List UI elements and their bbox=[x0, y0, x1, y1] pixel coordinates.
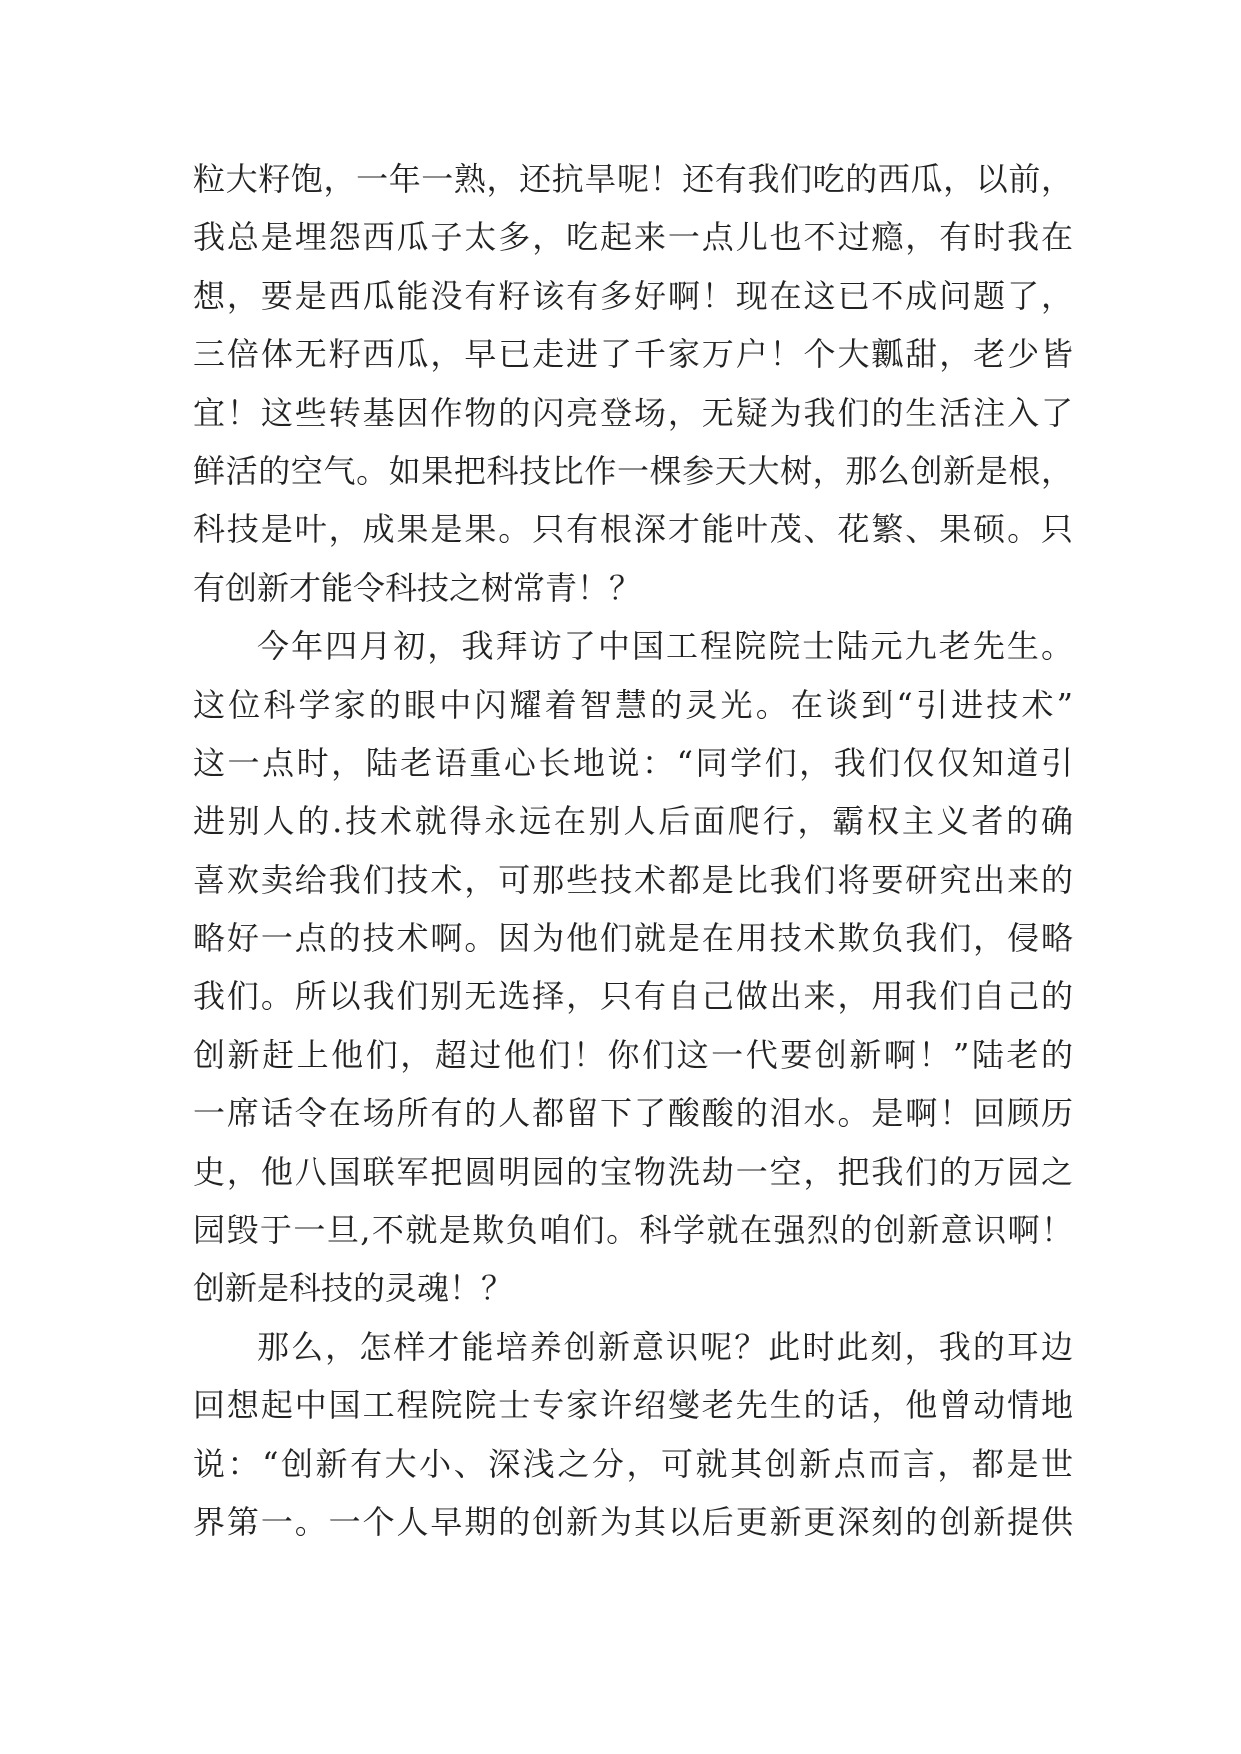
text-line: 界第一。一个人早期的创新为其以后更新更深刻的创新提供 bbox=[193, 1502, 1073, 1541]
text-line: 宜！这些转基因作物的闪亮登场，无疑为我们的生活注入了 bbox=[193, 393, 1073, 432]
text-line: 粒大籽饱，一年一熟，还抗旱呢！还有我们吃的西瓜，以前， bbox=[193, 160, 1073, 198]
text-line: 略好一点的技术啊。因为他们就是在用技术欺负我们，侵略 bbox=[193, 919, 1073, 958]
text-line: 今年四月初，我拜访了中国工程院院士陆元九老先生。 bbox=[257, 627, 1073, 666]
text-line: 一席话令在场所有的人都留下了酸酸的泪水。是啊！回顾历 bbox=[193, 1094, 1073, 1133]
text-line: 进别人的.技术就得永远在别人后面爬行，霸权主义者的确 bbox=[193, 802, 1073, 841]
text-line: 园毁于一旦,不就是欺负咱们。科学就在强烈的创新意识啊！ bbox=[193, 1211, 1073, 1250]
text-line: 说：“创新有大小、深浅之分，可就其创新点而言，都是世 bbox=[193, 1444, 1073, 1483]
text-line: 我们。所以我们别无选择，只有自己做出来，用我们自己的 bbox=[193, 977, 1073, 1016]
text-line: 这一点时，陆老语重心长地说：“同学们，我们仅仅知道引 bbox=[193, 743, 1073, 782]
text-line: 创新赶上他们，超过他们！你们这一代要创新啊！”陆老的 bbox=[193, 1035, 1073, 1074]
text-line: 喜欢卖给我们技术，可那些技术都是比我们将要研究出来的 bbox=[193, 860, 1073, 899]
text-line: 史，他八国联军把圆明园的宝物洗劫一空，把我们的万园之 bbox=[193, 1152, 1073, 1191]
text-line: 创新是科技的灵魂！？ bbox=[193, 1269, 514, 1308]
text-line: 那么，怎样才能培养创新意识呢？此时此刻，我的耳边 bbox=[257, 1327, 1073, 1366]
text-line: 这位科学家的眼中闪耀着智慧的灵光。在谈到“引进技术” bbox=[193, 685, 1073, 724]
text-line: 有创新才能令科技之树常青！？ bbox=[193, 568, 642, 607]
text-line: 回想起中国工程院院士专家许绍燮老先生的话，他曾动情地 bbox=[193, 1386, 1073, 1425]
body-text bbox=[193, 150, 1073, 1551]
text-line: 科技是叶，成果是果。只有根深才能叶茂、花繁、果硕。只 bbox=[193, 510, 1073, 549]
text-line: 三倍体无籽西瓜，早已走进了千家万户！个大瓤甜，老少皆 bbox=[193, 335, 1073, 374]
text-line: 鲜活的空气。如果把科技比作一棵参天大树，那么创新是根， bbox=[193, 451, 1073, 490]
text-line: 我总是埋怨西瓜子太多，吃起来一点儿也不过瘾，有时我在 bbox=[193, 218, 1073, 257]
text-line: 想，要是西瓜能没有籽该有多好啊！现在这已不成问题了， bbox=[193, 276, 1073, 315]
